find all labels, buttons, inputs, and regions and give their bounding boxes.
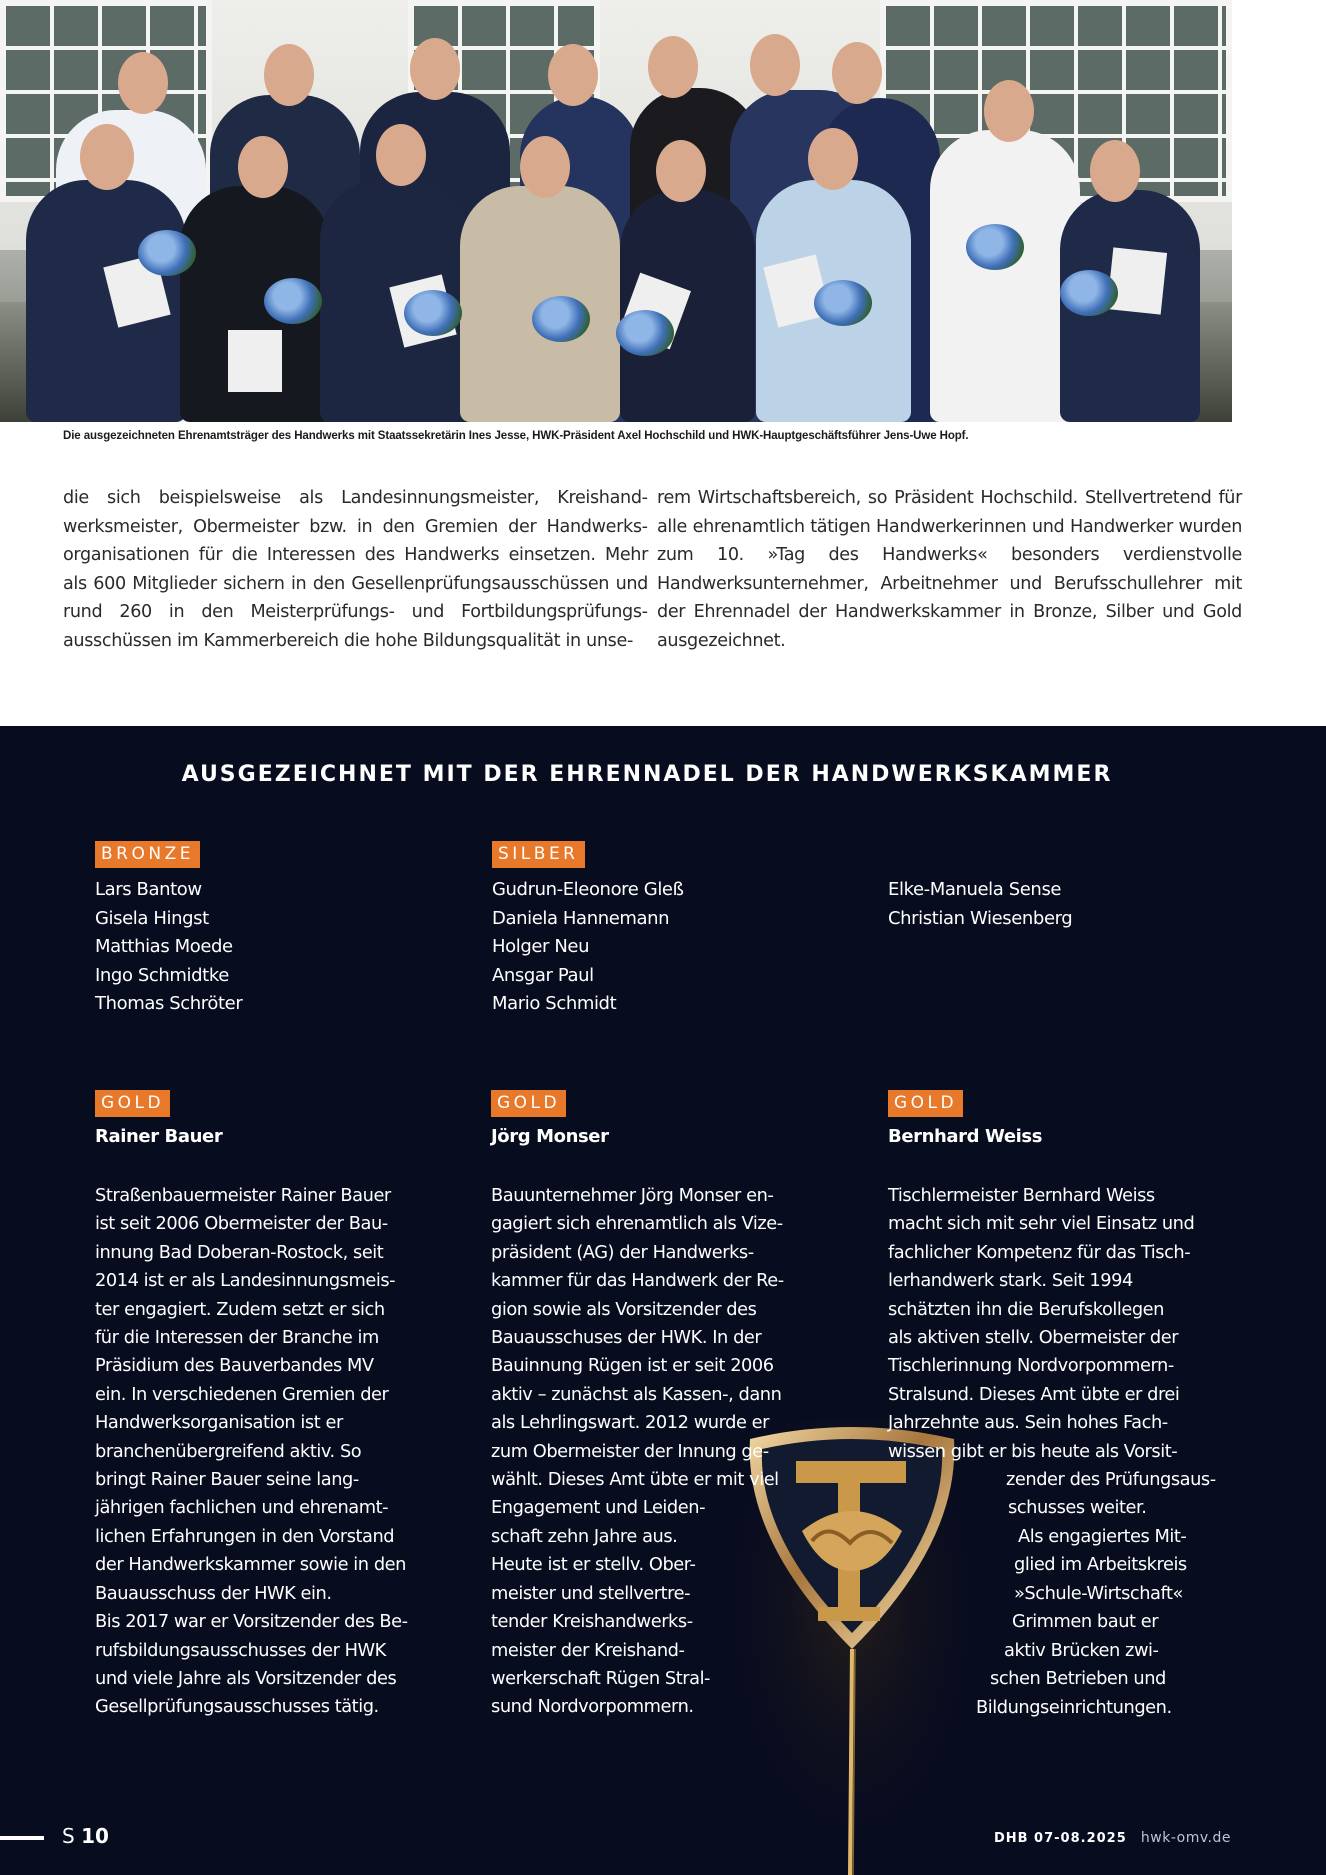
silber-list [492, 876, 684, 1019]
bouquet [264, 278, 322, 324]
group-photo [0, 0, 1232, 422]
gold-honoree-bio-line: glied im Arbeitskreis [1014, 1554, 1187, 1575]
bouquet [532, 296, 590, 342]
gold-badge: GOLD [95, 1090, 170, 1117]
list-item: Gudrun-Eleonore Gleß [492, 879, 684, 900]
list-item: Lars Bantow [95, 879, 202, 900]
gold-honoree-bio-line: Grimmen baut er [1012, 1611, 1159, 1632]
person-head [548, 44, 598, 106]
footer-rule [0, 1836, 44, 1840]
list-item: Matthias Moede [95, 936, 233, 957]
gold-honoree-bio: Tischlermeister Bernhard Weiss macht sich mit sehr viel Einsatz und fachlicher Kompetenz für das Tisch- lerhandwerk stark. Seit 1994 schätzten ihn die Berufskollegen als aktiven stellv. Obermeister der Tischlerinnung Nordvorpommern- Stralsund. Dieses Amt übte er drei Jahrzehnte aus. Sein hohes Fach- wissen gibt er bis heute als Vorsit- [888, 1185, 1195, 1462]
person-head [1090, 140, 1140, 202]
list-item: Ansgar Paul [492, 964, 594, 986]
list-item: Christian Wiesenberg [888, 907, 1073, 929]
gold-badge: GOLD [888, 1090, 963, 1117]
website-link[interactable]: hwk-omv.de [1140, 1830, 1231, 1846]
person-head [410, 38, 460, 100]
person-head [832, 42, 882, 104]
bouquet [404, 290, 462, 336]
gold-honoree-name: Jörg Monser [491, 1126, 609, 1147]
silber-list-continued [888, 876, 1072, 933]
person-head [808, 128, 858, 190]
page-number [62, 1824, 109, 1848]
panel-title: AUSGEZEICHNET MIT DER EHRENNADEL DER HANDWERKSKAMMER [181, 762, 1113, 787]
certificate [228, 330, 282, 392]
gold-honoree-bio-line: Bildungseinrichtungen. [976, 1697, 1172, 1718]
gold-honoree-bio-line: Als engagiertes Mit- [1018, 1526, 1187, 1547]
intro-text-right: rem Wirtschaftsbereich, so Präsident Hochschild. Stellvertretend für alle ehrenamtlich tätigen Handwerkerinnen und Handwerker wurden zum 10. »Tag des Handwerks« besonders verdienstvolle Handwerksunternehmer, Arbeitnehmer und Berufsschullehrer mit der Ehrennadel der Handwerkskammer in Bronze, Silber und Gold ausgezeichnet. [657, 488, 1242, 651]
bouquet [814, 280, 872, 326]
gold-honoree-bio: Straßenbauermeister Rainer Bauer ist seit 2006 Obermeister der Bau- innung Bad Doberan-Rostock, seit 2014 ist er als Landesinnungsmeis- ter engagiert. Zudem setzt er sich für die Interessen der Branche im Präsidium des Bauverbandes MV ein. In verschiedenen Gremien der Handwerksorganisation ist er branchenübergreifend aktiv. So bringt Rainer Bauer seine lang- jährigen fachlichen und ehrenamt- lichen Erfahrungen in den Vorstand der Handwerkskammer sowie in den Bauausschuss der HWK ein. Bis 2017 war er Vorsitzender des Be- rufsbildungsausschusses der HWK und viele Jahre als Vorsitzender des Gesellprüfungsausschusses tätig. [95, 1185, 408, 1718]
page-number-value: 10 [81, 1824, 109, 1848]
bronze-list [95, 876, 242, 1019]
gold-honoree-bio: Bauunternehmer Jörg Monser en- gagiert sich ehrenamtlich als Vize- präsident (AG) der Handwerks- kammer für das Handwerk der Re- gion sowie als Vorsitzender des Bauausschuses der HWK. In der Bauinnung Rügen ist er seit 2006 aktiv – zunächst als Kassen-, dann als Lehrlingswart. 2012 wurde er zum Obermeister der Innung ge- wählt. Dieses Amt übte er mit viel Engagement und Leiden- schaft zehn Jahre aus. Heute ist er stellv. Ober- meister und stellvertre- tender Kreishandwerks- meister der Kreishand- werkerschaft Rügen Stral- sund Nordvorpommern. [491, 1185, 784, 1718]
list-item: Daniela Hannemann [492, 907, 670, 929]
person-head [118, 52, 168, 114]
bouquet [616, 310, 674, 356]
issue-info [994, 1830, 1231, 1846]
gold-badge: GOLD [491, 1090, 566, 1117]
person-head [656, 140, 706, 202]
bouquet [966, 224, 1024, 270]
gold-honoree-bio-line: zender des Prüfungsaus- [1006, 1469, 1216, 1490]
bronze-badge: BRONZE [95, 841, 200, 868]
person-head [264, 44, 314, 106]
gold-honoree-bio-line: schusses weiter. [1008, 1497, 1147, 1518]
gold-honoree-bio-line: »Schule-Wirtschaft« [1014, 1583, 1183, 1604]
honors-panel [0, 726, 1326, 1875]
certificate [1107, 247, 1167, 314]
person-head [648, 36, 698, 98]
list-item: Mario Schmidt [492, 993, 617, 1014]
person-head [376, 124, 426, 186]
page-prefix: S [62, 1824, 75, 1848]
gold-honoree-name: Bernhard Weiss [888, 1126, 1043, 1147]
issue-label: DHB 07-08.2025 [993, 1831, 1127, 1846]
person-head [238, 136, 288, 198]
person-head [80, 124, 134, 190]
bouquet [138, 230, 196, 276]
list-item: Ingo Schmidtke [95, 964, 229, 986]
intro-text-left: die sich beispielsweise als Landesinnungsmeister, Kreishandwerksmeister, Obermeister bzw. in den Gremien der Handwerksorganisationen für die Interessen des Handwerks einsetzen. Mehr als 600 Mitglieder sichern in den Gesellenprüfungsausschüssen und rund 260 in den Meisterprüfungs- und Fortbildungsprüfungsausschüssen im Kammerbereich die hohe Bildungsqualität in unse- [63, 488, 648, 651]
list-item: Holger Neu [492, 936, 590, 957]
list-item: Thomas Schröter [95, 993, 243, 1014]
list-item: Elke-Manuela Sense [888, 879, 1062, 900]
bouquet [1060, 270, 1118, 316]
person-head [520, 136, 570, 198]
gold-honoree-bio-line: aktiv Brücken zwi- [1004, 1640, 1159, 1661]
person [930, 130, 1080, 422]
silber-badge: SILBER [492, 841, 585, 868]
person-head [984, 80, 1034, 142]
gold-honoree-bio-line: schen Betrieben und [990, 1668, 1166, 1689]
photo-caption: Die ausgezeichneten Ehrenamtsträger des Handwerks mit Staatssekretärin Ines Jesse, HWK-Präsident Axel Hochschild und HWK-Hauptgeschäftsführer Jens-Uwe Hopf. [63, 430, 969, 442]
person-head [750, 34, 800, 96]
gold-honoree-name: Rainer Bauer [95, 1126, 223, 1147]
list-item: Gisela Hingst [95, 907, 209, 929]
